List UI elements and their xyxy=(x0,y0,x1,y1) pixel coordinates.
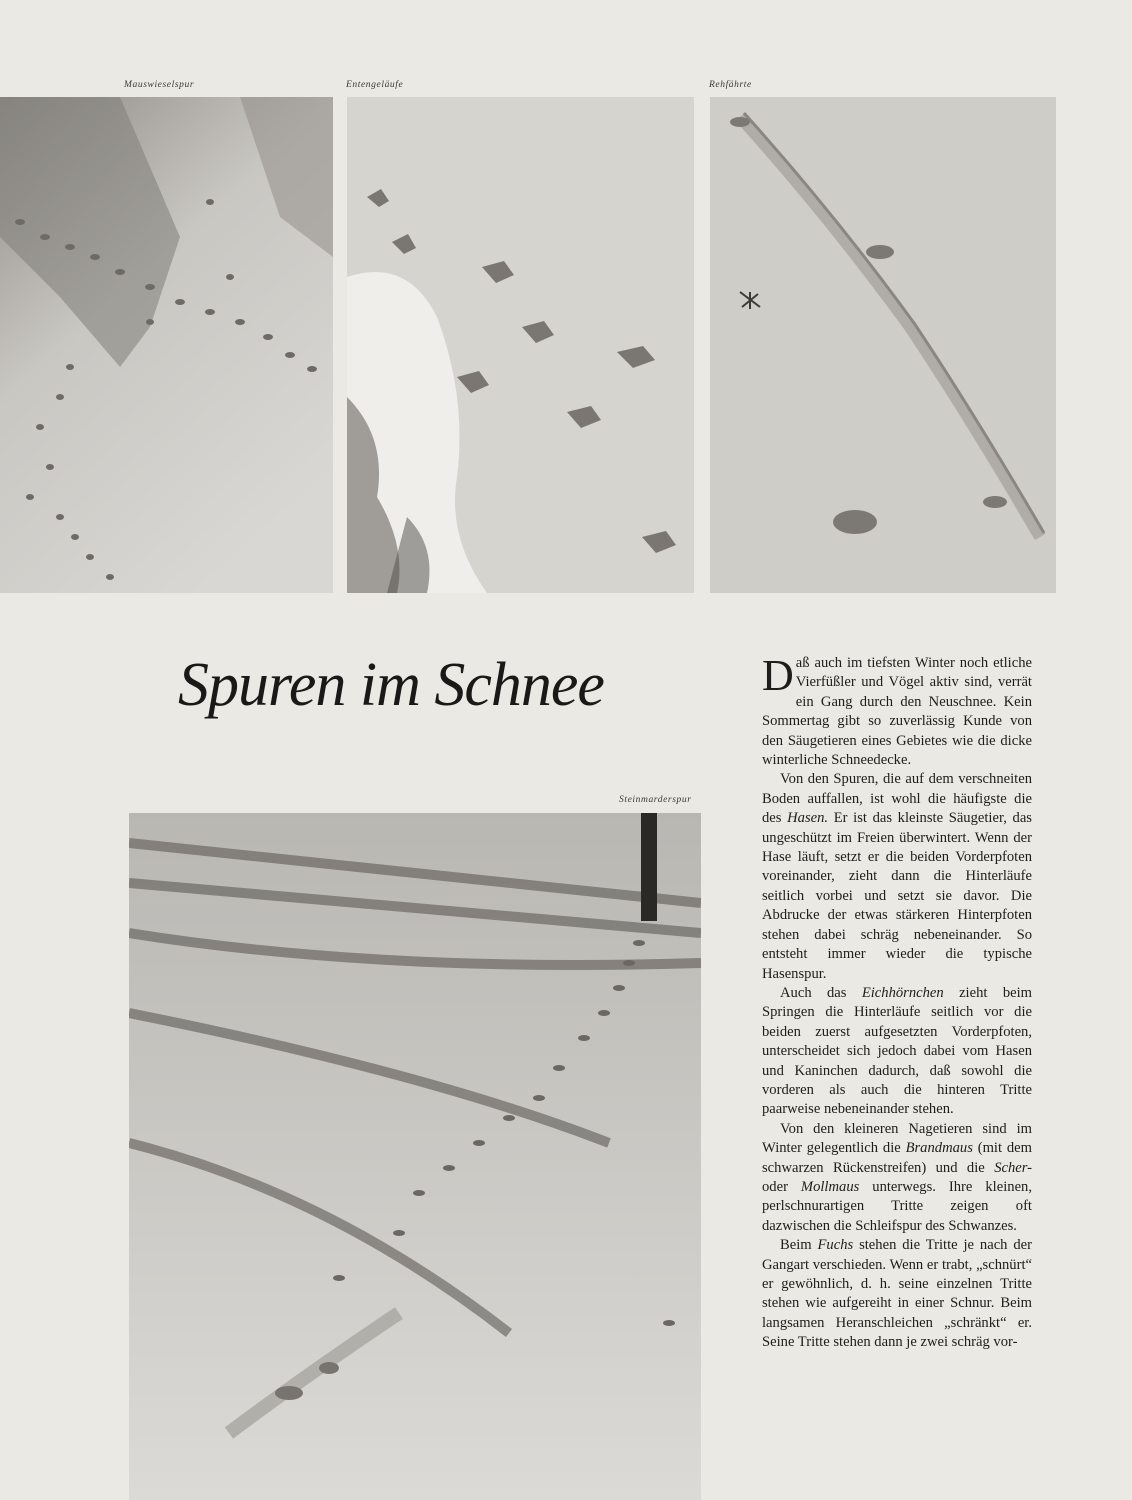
paragraph-2-text-a: Von den Spuren, die auf dem verschneiten Boden auffallen, ist wohl die häufigste die des xyxy=(762,771,1032,827)
paragraph-4-text-d: unterwegs. Ihre kleinen, perlschnurartigen Tritte zeigen oft dazwischen die Schleifspur des Schwanzes. xyxy=(762,1178,1032,1234)
article-paragraph-4 xyxy=(762,1120,1032,1236)
article-title: Spuren im Schnee xyxy=(178,651,604,719)
caption-mauswieselspur: Mauswieselspur xyxy=(124,80,195,90)
photo-rehfaehrte xyxy=(710,97,1056,593)
caption-steinmarderspur: Steinmarderspur xyxy=(619,795,692,805)
paragraph-5-text-a: Beim xyxy=(780,1237,818,1254)
article-paragraph-3 xyxy=(762,984,1032,1120)
article-paragraph-1 xyxy=(762,651,1032,770)
term-eichhoernchen: Eichhörnchen xyxy=(861,984,944,1001)
photo-steinmarderspur xyxy=(129,813,701,1500)
paragraph-3-text-a: Auch das xyxy=(780,984,862,1001)
term-brandmaus: Brandmaus xyxy=(905,1140,973,1157)
caption-rehfaehrte: Rehfährte xyxy=(709,80,752,90)
paragraph-5-text-b: stehen die Tritte je nach der Gangart verschieden. Wenn er trabt, „schnürt“ er gewöhnlich, d. h. seine einzelnen Tritte stehen wie aufgereiht in einer Schnur. Beim langsamen Heranschleichen „schränkt“ er. Seine Tritte stehen dann je zwei schräg vor- xyxy=(762,1237,1032,1351)
paragraph-1-text: aß auch im tiefsten Winter noch etliche Vierfüßler und Vögel aktiv sind, verrät ein Gang durch den Neuschnee. Kein Sommertag gibt so zuverlässig Kunde von den Säugetieren eines Gebietes wie die dicke winterliche Schneedecke. xyxy=(762,655,1032,769)
term-scher: Scher- xyxy=(994,1159,1032,1176)
paragraph-4-text-a: Von den kleineren Nagetieren sind im Winter gelegentlich die xyxy=(762,1120,1032,1157)
paragraph-4-text-b: (mit dem schwarzen Rückenstreifen) und die xyxy=(762,1140,1032,1176)
drop-cap: D xyxy=(762,651,794,700)
photo-mauswieselspur xyxy=(0,97,333,593)
article-paragraph-2 xyxy=(762,770,1032,983)
paragraph-4-text-c: oder xyxy=(762,1178,801,1195)
paragraph-3-text-b: zieht beim Springen die Hinterläufe seitlich vor die beiden zuerst aufgesetzten Vorderpfoten, unterscheidet sich jedoch dabei vom Hasen und Kaninchen dadurch, daß sowohl die vorderen als auch die hinteren Tritte paarweise nebeneinander stehen. xyxy=(762,984,1032,1118)
article-paragraph-5 xyxy=(762,1236,1032,1352)
term-hasen: Hasen. xyxy=(787,810,829,827)
photo-entengelaeufe xyxy=(347,97,694,593)
paragraph-2-text-b: Er ist das kleinste Säugetier, das ungeschützt im Freien überwintert. Wenn der Hase läuft, setzt er die beiden Vorderpfoten voreinander, zieht dann die Hinterläufe seitlich vorbei und setzt sie davor. Die Abdrucke der etwas stärkeren Hinterpfoten stehen dabei schräg nebeneinander. So entsteht immer wieder die typische Hasenspur. xyxy=(762,810,1032,982)
term-fuchs: Fuchs xyxy=(817,1237,854,1254)
article-body xyxy=(762,651,1032,1353)
caption-entengelaeufe: Entengeläufe xyxy=(346,80,404,90)
term-mollmaus: Mollmaus xyxy=(800,1178,860,1195)
